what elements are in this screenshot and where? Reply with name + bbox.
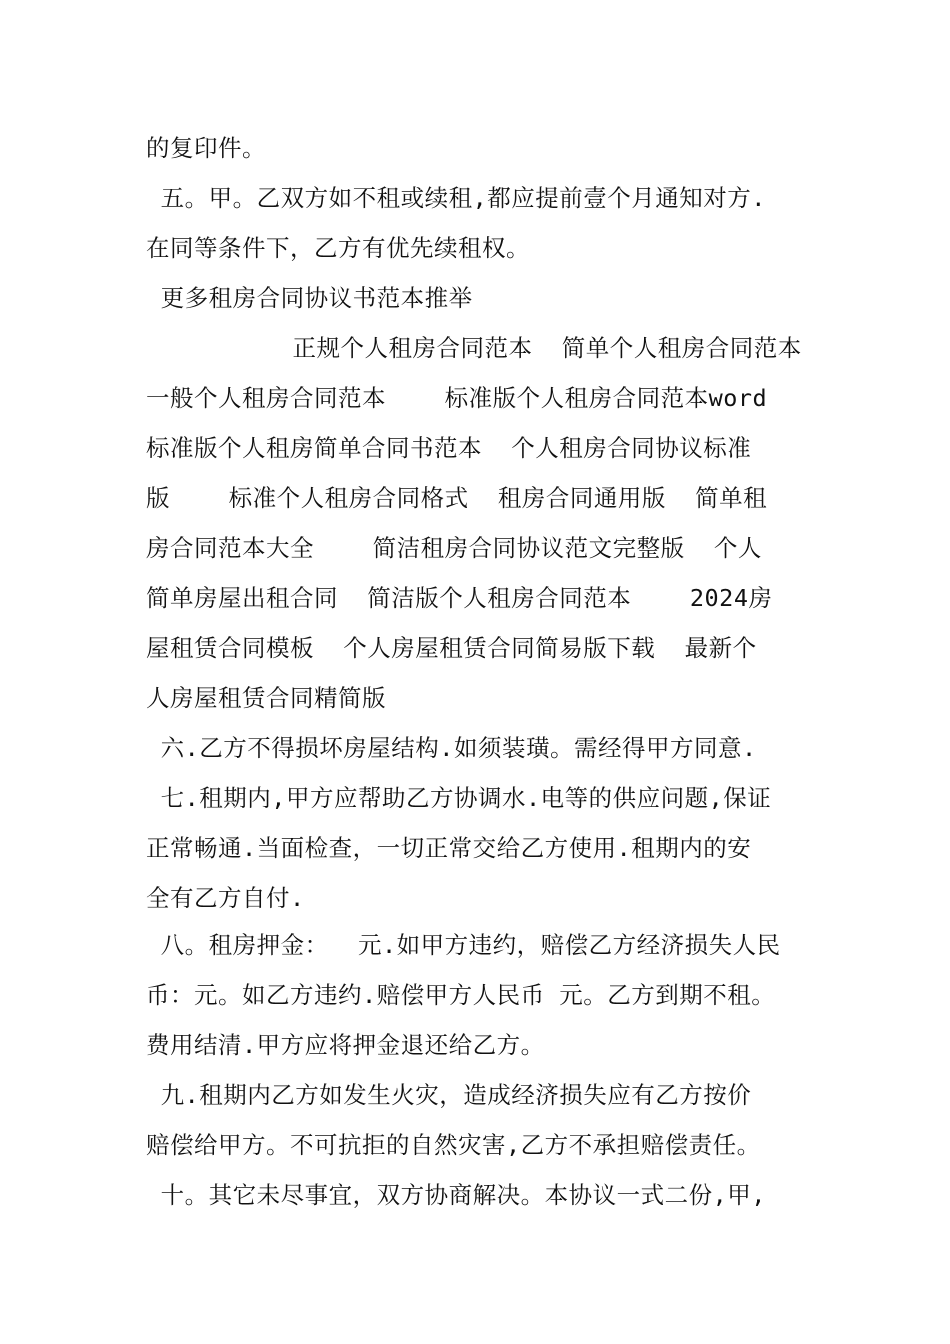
text-line: 的复印件。 — [146, 134, 266, 162]
text-line: 简单房屋出租合同 简洁版个人租房合同范本 2024房 — [146, 584, 773, 612]
text-line: 更多租房合同协议书范本推举 — [146, 284, 473, 312]
text-line: 九.租期内乙方如发生火灾，造成经济损失应有乙方按价 — [146, 1081, 752, 1109]
text-line: 在同等条件下，乙方有优先续租权。 — [146, 234, 530, 262]
text-line: 标准版个人租房简单合同书范本 个人租房合同协议标准 — [146, 434, 752, 462]
text-line: 币：元。如乙方违约.赔偿甲方人民币 元。乙方到期不租。 — [146, 981, 776, 1009]
text-line: 费用结清.甲方应将押金退还给乙方。 — [146, 1031, 545, 1059]
text-line: 全有乙方自付. — [146, 884, 305, 912]
text-line: 正规个人租房合同范本 简单个人租房合同范本 — [146, 334, 802, 362]
text-line: 人房屋租赁合同精简版 — [146, 684, 386, 712]
text-line: 赔偿给甲方。不可抗拒的自然灾害,乙方不承担赔偿责任。 — [146, 1131, 761, 1159]
text-line: 六.乙方不得损坏房屋结构.如须装璜。需经得甲方同意. — [146, 734, 757, 762]
text-line: 正常畅通.当面检查，一切正常交给乙方使用.租期内的安 — [146, 834, 752, 862]
text-line: 七.租期内,甲方应帮助乙方协调水.电等的供应问题,保证 — [146, 784, 772, 812]
text-line: 五。甲。乙双方如不租或续租,都应提前壹个月通知对方. — [146, 184, 766, 212]
text-line: 房合同范本大全 简洁租房合同协议范文完整版 个人 — [146, 534, 762, 562]
text-line: 版 标准个人租房合同格式 租房合同通用版 简单租 — [146, 484, 768, 512]
text-line: 十。其它未尽事宜，双方协商解决。本协议一式二份,甲, — [146, 1181, 766, 1209]
text-line: 八。租房押金： 元.如甲方违约，赔偿乙方经济损失人民 — [146, 931, 781, 959]
text-line: 一般个人租房合同范本 标准版个人租房合同范本word — [146, 384, 768, 412]
text-line: 屋租赁合同模板 个人房屋租赁合同简易版下载 最新个 — [146, 634, 757, 662]
